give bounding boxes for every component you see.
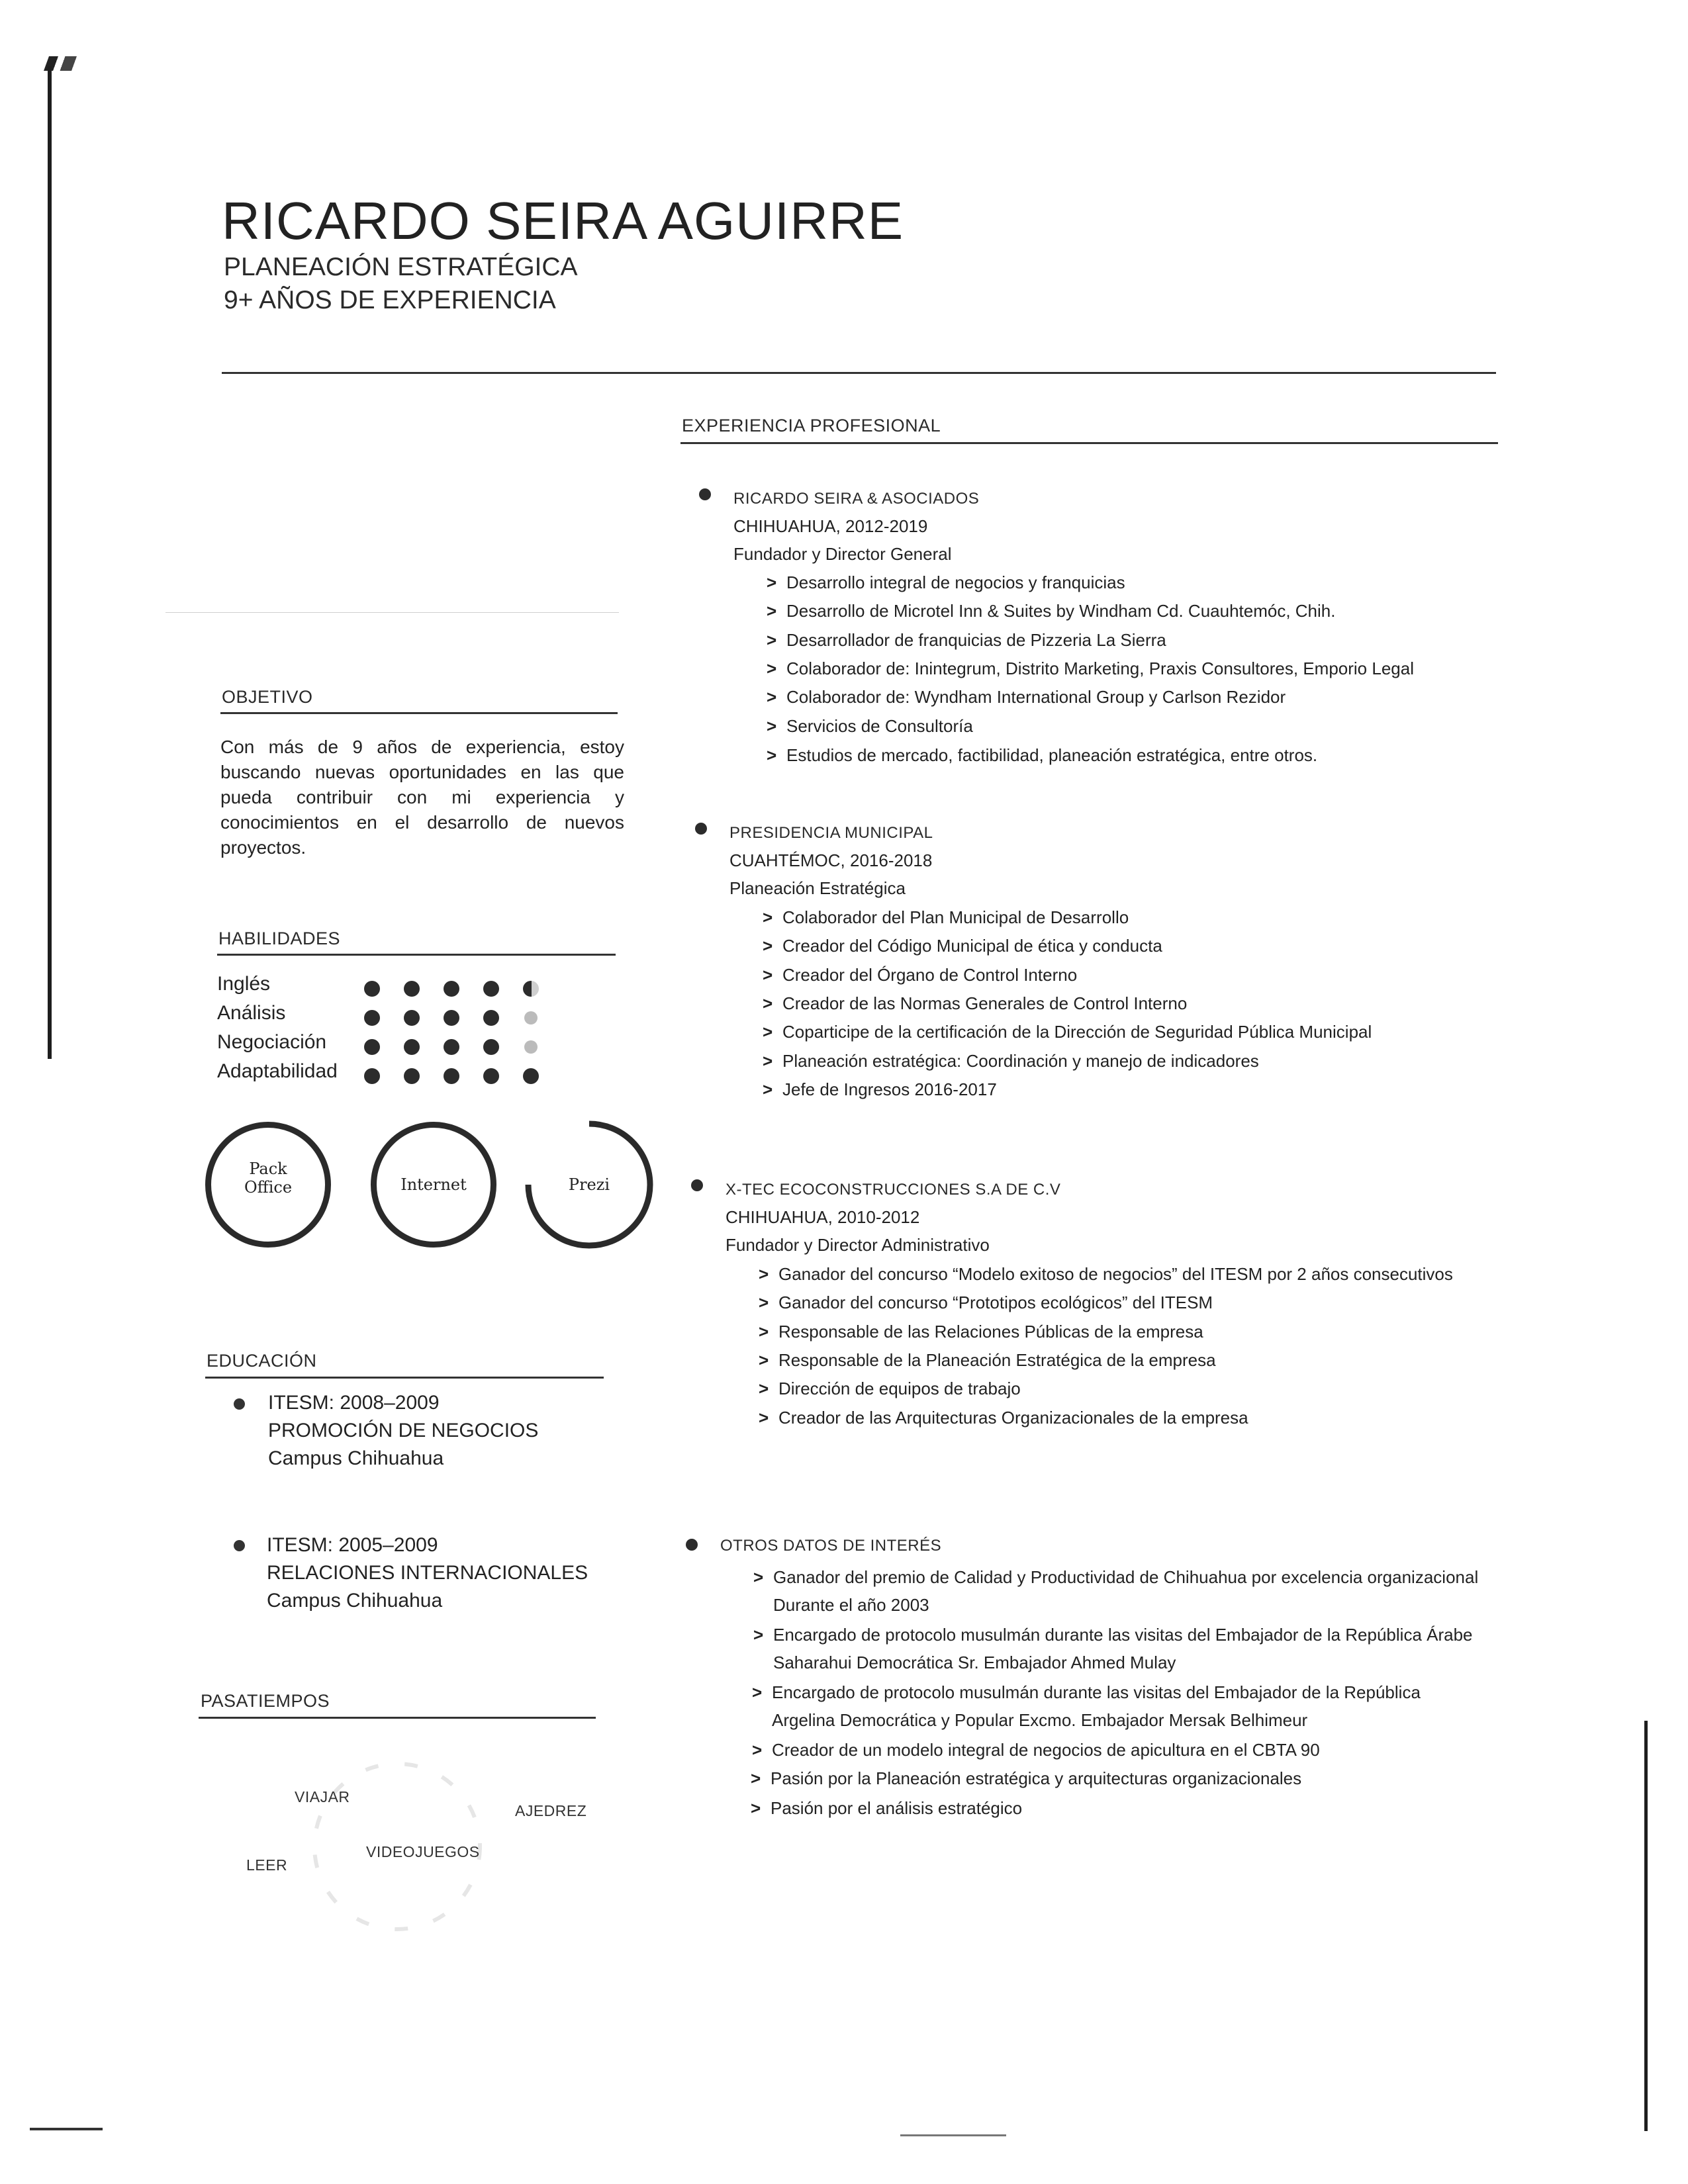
skill-dot-partial <box>524 1040 538 1054</box>
arrow-icon: > <box>753 1567 764 1587</box>
skill-dot <box>404 981 420 997</box>
job-company: X-TEC ECOCONSTRUCCIONES S.A DE C.V <box>726 1181 1061 1199</box>
job-item <box>763 907 1129 928</box>
job-item-text: Colaborador de: Wyndham International Group y Carlson Rezidor <box>786 687 1286 707</box>
education-bullet <box>234 1398 245 1410</box>
job-item-text: Desarrollador de franquicias de Pizzeria La Sierra <box>786 630 1166 650</box>
job-item <box>767 659 1414 679</box>
other-item <box>751 1798 1022 1819</box>
job-item <box>767 601 1335 621</box>
other-heading: OTROS DATOS DE INTERÉS <box>720 1537 942 1555</box>
job-item-text: Responsable de la Planeación Estratégica de la empresa <box>778 1350 1216 1370</box>
job-item <box>763 1051 1259 1071</box>
job-item-text: Ganador del concurso “Prototipos ecológicos” del ITESM <box>778 1293 1213 1312</box>
tool-label <box>209 1160 328 1197</box>
other-item-text: Encargado de protocolo musulmán durante las visitas del Embajador de la República Árabe <box>773 1625 1473 1645</box>
hobby-item: AJEDREZ <box>515 1802 587 1819</box>
job-item <box>759 1408 1248 1428</box>
education-heading: EDUCACIÓN <box>207 1351 317 1371</box>
education-degree: PROMOCIÓN DE NEGOCIOS <box>268 1420 539 1441</box>
experience-heading: EXPERIENCIA PROFESIONAL <box>682 416 941 435</box>
objective-heading: OBJETIVO <box>222 687 313 707</box>
arrow-icon: > <box>759 1293 769 1312</box>
skills-underline <box>217 954 616 956</box>
hobbies-heading: PASATIEMPOS <box>201 1691 330 1711</box>
education-underline <box>205 1377 604 1379</box>
job-role: Fundador y Director General <box>733 544 952 564</box>
skill-dot <box>483 1010 499 1026</box>
job-item <box>763 1022 1372 1042</box>
hobby-item: LEER <box>246 1856 288 1874</box>
skill-dot <box>404 1068 420 1084</box>
education-institution: ITESM: 2005–2009 <box>267 1534 438 1556</box>
header-divider <box>222 372 1496 374</box>
education-degree: RELACIONES INTERNACIONALES <box>267 1562 588 1584</box>
arrow-icon: > <box>763 1079 773 1099</box>
skill-dot <box>444 1039 459 1055</box>
job-item-text: Servicios de Consultoría <box>786 716 973 736</box>
tool-label: Internet <box>400 1175 467 1194</box>
job-item <box>763 993 1187 1014</box>
job-location: CUAHTÉMOC, 2016-2018 <box>729 850 933 870</box>
skill-dot <box>364 1039 380 1055</box>
job-role: Fundador y Director Administrativo <box>726 1235 990 1255</box>
job-item-text: Colaborador de: Inintegrum, Distrito Marketing, Praxis Consultores, Emporio Legal <box>786 659 1414 678</box>
arrow-icon: > <box>763 907 773 927</box>
job-item <box>767 630 1166 651</box>
other-item-text: Pasión por la Planeación estratégica y arquitecturas organizacionales <box>771 1768 1302 1788</box>
job-item <box>767 687 1286 707</box>
job-location: CHIHUAHUA, 2010-2012 <box>726 1207 920 1227</box>
job-item-text: Desarrollo de Microtel Inn & Suites by Windham Cd. Cuauhtemóc, Chih. <box>786 601 1336 621</box>
arrow-icon: > <box>767 659 777 678</box>
skill-dot <box>523 1068 539 1084</box>
arrow-icon: > <box>751 1798 761 1818</box>
skill-dot-partial <box>523 981 539 997</box>
skill-dot <box>444 1010 459 1026</box>
arrow-icon: > <box>767 745 777 765</box>
arrow-icon: > <box>763 936 773 956</box>
job-bullet <box>699 488 711 500</box>
experience-underline <box>680 442 1498 444</box>
job-item-text: Creador del Código Municipal de ética y conducta <box>782 936 1162 956</box>
other-item <box>753 1567 1478 1588</box>
job-item <box>759 1350 1216 1371</box>
candidate-title: PLANEACIÓN ESTRATÉGICA <box>224 253 578 281</box>
skill-dot <box>364 1010 380 1026</box>
tool-label: Prezi <box>568 1175 610 1194</box>
arrow-icon: > <box>767 687 777 707</box>
skill-row <box>217 1060 548 1089</box>
skill-label: Negociación <box>217 1031 327 1053</box>
arrow-icon: > <box>751 1768 761 1788</box>
skill-label: Adaptabilidad <box>217 1060 338 1082</box>
skill-row <box>217 1031 548 1060</box>
job-item <box>759 1322 1203 1342</box>
skill-row <box>217 1002 548 1031</box>
other-item-text: Encargado de protocolo musulmán durante las visitas del Embajador de la República <box>772 1682 1421 1702</box>
job-item-text: Coparticipe de la certificación de la Dirección de Seguridad Pública Municipal <box>782 1022 1372 1042</box>
hobbies-underline <box>199 1717 596 1719</box>
job-item-text: Jefe de Ingresos 2016-2017 <box>782 1079 997 1099</box>
objective-text: Con más de 9 años de experiencia, estoy buscando nuevas oportunidades en las que pueda contribuir con mi experiencia y conocimientos en el desarrollo de nuevos proyectos. <box>220 737 624 858</box>
arrow-icon: > <box>767 716 777 736</box>
job-item-text: Colaborador del Plan Municipal de Desarrollo <box>782 907 1129 927</box>
arrow-icon: > <box>767 630 777 650</box>
skill-dot <box>364 981 380 997</box>
objective-underline <box>220 712 618 714</box>
skill-label: Análisis <box>217 1002 286 1024</box>
other-item-text: Ganador del premio de Calidad y Productividad de Chihuahua por excelencia organizacional <box>773 1567 1479 1587</box>
arrow-icon: > <box>763 965 773 985</box>
education-institution: ITESM: 2008–2009 <box>268 1392 440 1414</box>
skill-label: Inglés <box>217 973 271 995</box>
job-item-text: Creador del Órgano de Control Interno <box>782 965 1078 985</box>
job-item <box>759 1379 1021 1399</box>
job-item <box>759 1293 1213 1313</box>
other-item <box>752 1740 1320 1760</box>
education-campus: Campus Chihuahua <box>267 1590 443 1612</box>
hobby-item: VIDEOJUEGOS <box>366 1843 480 1860</box>
other-item-text: Pasión por el análisis estratégico <box>771 1798 1023 1818</box>
arrow-icon: > <box>759 1350 769 1370</box>
arrow-icon: > <box>752 1682 763 1702</box>
candidate-name: RICARDO SEIRA AGUIRRE <box>222 191 904 250</box>
hobby-item: VIAJAR <box>295 1788 350 1805</box>
arrow-icon: > <box>752 1740 763 1760</box>
skills-heading: HABILIDADES <box>218 929 341 948</box>
skill-dot <box>364 1068 380 1084</box>
scan-edge-bottom <box>30 2128 103 2130</box>
skill-dot <box>404 1010 420 1026</box>
job-item-text: Creador de las Normas Generales de Control Interno <box>782 993 1188 1013</box>
candidate-experience-years: 9+ AÑOS DE EXPERIENCIA <box>224 286 556 314</box>
arrow-icon: > <box>767 572 777 592</box>
job-item-text: Desarrollo integral de negocios y franquicias <box>786 572 1125 592</box>
skill-dot-partial <box>524 1011 538 1024</box>
tool-label-text: Pack Office <box>244 1160 293 1197</box>
other-item <box>752 1682 1421 1703</box>
other-item <box>751 1768 1301 1789</box>
left-faint-divider <box>165 612 619 613</box>
job-item <box>767 572 1125 593</box>
arrow-icon: > <box>763 993 773 1013</box>
scan-edge-right <box>1644 1721 1648 2131</box>
job-item <box>763 965 1077 985</box>
job-item <box>767 716 973 737</box>
arrow-icon: > <box>759 1264 769 1284</box>
skill-row <box>217 973 548 1002</box>
arrow-icon: > <box>763 1022 773 1042</box>
skill-dot <box>483 981 499 997</box>
job-item-text: Estudios de mercado, factibilidad, planeación estratégica, entre otros. <box>786 745 1318 765</box>
other-bullet <box>686 1539 698 1551</box>
job-role: Planeación Estratégica <box>729 878 906 898</box>
job-item-text: Planeación estratégica: Coordinación y manejo de indicadores <box>782 1051 1259 1071</box>
scan-edge-bottom-2 <box>900 2134 1006 2136</box>
other-item-text: Creador de un modelo integral de negocios de apicultura en el CBTA 90 <box>772 1740 1320 1760</box>
job-item-text: Responsable de las Relaciones Públicas de la empresa <box>778 1322 1203 1342</box>
arrow-icon: > <box>759 1379 769 1398</box>
scan-edge-left <box>48 66 52 1059</box>
job-bullet <box>695 823 707 835</box>
skill-dot <box>404 1039 420 1055</box>
job-item <box>763 1079 997 1100</box>
arrow-icon: > <box>763 1051 773 1071</box>
arrow-icon: > <box>767 601 777 621</box>
arrow-icon: > <box>753 1625 764 1645</box>
skill-dot <box>483 1068 499 1084</box>
other-item <box>753 1625 1473 1645</box>
job-company: RICARDO SEIRA & ASOCIADOS <box>733 490 980 508</box>
job-bullet <box>691 1179 703 1191</box>
arrow-icon: > <box>759 1322 769 1342</box>
skill-dot <box>444 1068 459 1084</box>
arrow-icon: > <box>759 1408 769 1428</box>
other-item-continuation: Durante el año 2003 <box>773 1595 929 1615</box>
job-item-text: Dirección de equipos de trabajo <box>778 1379 1021 1398</box>
other-item-continuation: Argelina Democrática y Popular Excmo. Embajador Mersak Belhimeur <box>772 1710 1308 1730</box>
education-bullet <box>234 1540 245 1551</box>
job-item <box>763 936 1162 956</box>
job-item-text: Ganador del concurso “Modelo exitoso de negocios” del ITESM por 2 años consecutivos <box>778 1264 1453 1284</box>
job-item-text: Creador de las Arquitecturas Organizacionales de la empresa <box>778 1408 1248 1428</box>
other-item-continuation: Saharahui Democrática Sr. Embajador Ahmed Mulay <box>773 1653 1176 1672</box>
job-location: CHIHUAHUA, 2012-2019 <box>733 516 928 536</box>
skill-dot <box>483 1039 499 1055</box>
education-campus: Campus Chihuahua <box>268 1447 444 1469</box>
job-item <box>767 745 1317 766</box>
job-company: PRESIDENCIA MUNICIPAL <box>729 824 933 842</box>
job-item <box>759 1264 1453 1285</box>
skill-dot <box>444 981 459 997</box>
